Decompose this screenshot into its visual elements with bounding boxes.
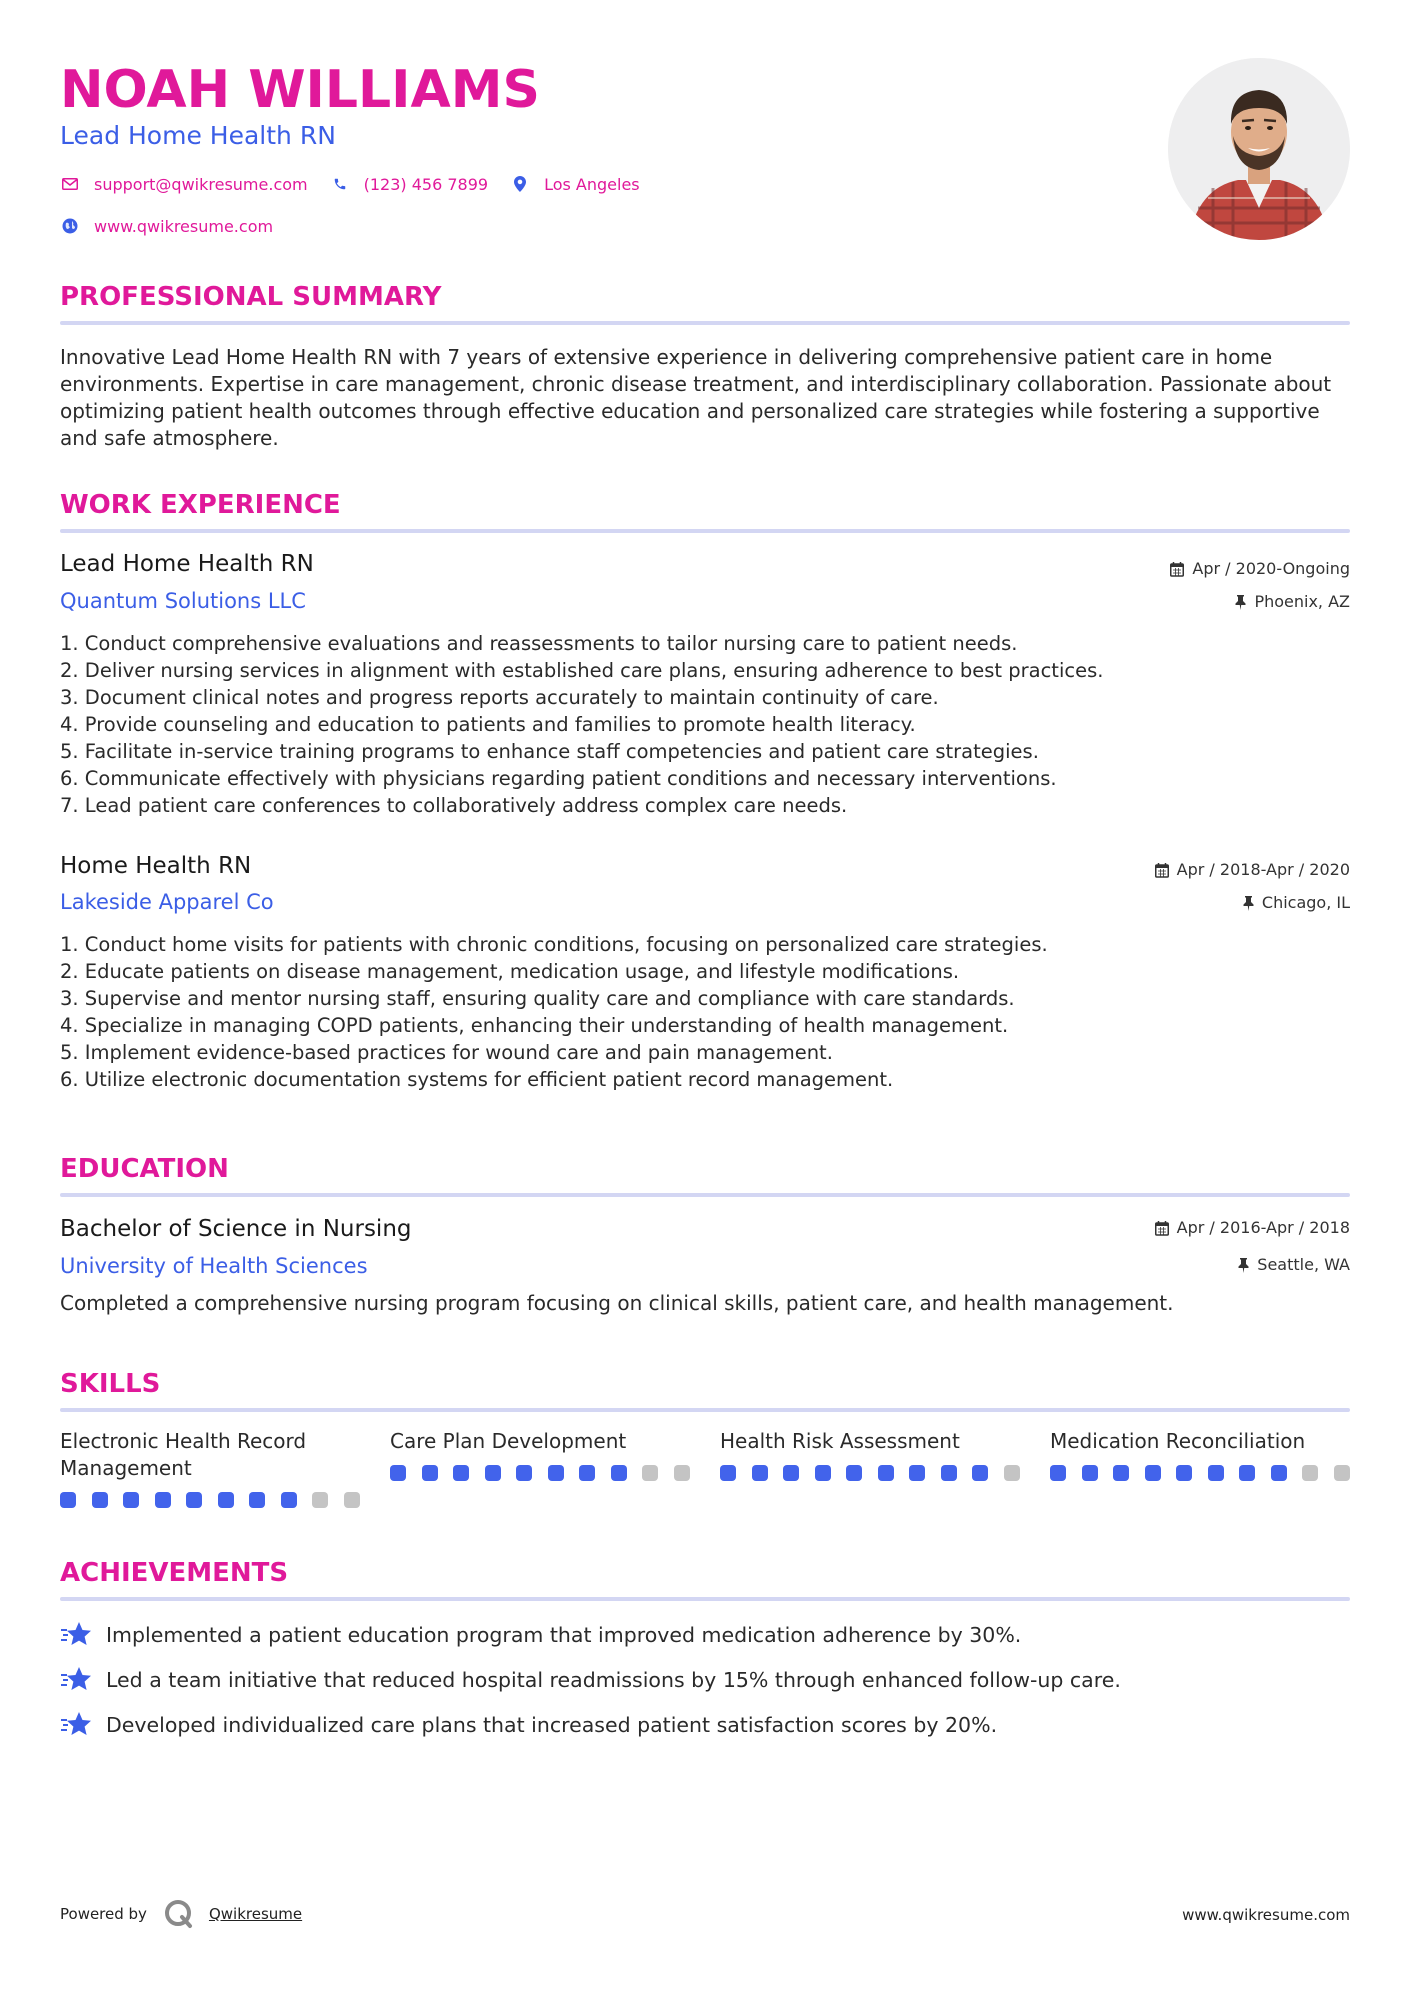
summary-text: Innovative Lead Home Health RN with 7 years of extensive experience in delivering comprehensive patient care in home environments. Expertise in care management, chronic disease treatment, and interdisciplinary collaboration. Passionate about optimizing patient health outcomes through effective education and personalized care strategies while fostering a supportive and safe atmosphere.: [60, 345, 1332, 450]
phone-icon: [330, 177, 350, 191]
list-item: 2. Deliver nursing services in alignment with established care plans, ensuring adherence to best practices.: [60, 659, 1104, 682]
rating-dot-filled: [390, 1465, 406, 1481]
section-divider: [60, 1193, 1350, 1197]
map-pin-icon: [510, 176, 530, 192]
job-title: Lead Home Health RN: [60, 551, 314, 577]
education-dates-text: Apr / 2016-Apr / 2018: [1176, 1218, 1350, 1237]
rating-dot-filled: [422, 1465, 438, 1481]
calendar-icon: [1170, 562, 1184, 577]
pushpin-icon: [1238, 1258, 1249, 1273]
list-item: 2. Educate patients on disease management, medication usage, and lifestyle modifications.: [60, 960, 960, 983]
skill-item: [1050, 1428, 1350, 1481]
rating-dot-filled: [941, 1465, 957, 1481]
rating-dot-filled: [453, 1465, 469, 1481]
rating-dot-filled: [1113, 1465, 1129, 1481]
footer-website[interactable]: www.qwikresume.com: [1182, 1906, 1350, 1924]
pushpin-icon: [1243, 896, 1254, 911]
skill-item: [60, 1428, 360, 1508]
email-link[interactable]: support@qwikresume.com: [94, 174, 308, 194]
rating-dot-filled: [155, 1492, 171, 1508]
rating-dot-filled: [909, 1465, 925, 1481]
list-item: 4. Provide counseling and education to patients and families to promote health literacy.: [60, 713, 916, 736]
rating-dot-filled: [815, 1465, 831, 1481]
rating-dot-filled: [1082, 1465, 1098, 1481]
footer-powered-by: [60, 1898, 302, 1930]
list-item: 7. Lead patient care conferences to collaboratively address complex care needs.: [60, 794, 848, 817]
rating-dot-filled: [878, 1465, 894, 1481]
job-dates-text: Apr / 2018-Apr / 2020: [1176, 860, 1350, 879]
achievements-title: ACHIEVEMENTS: [60, 1558, 289, 1588]
list-item: 3. Supervise and mentor nursing staff, ensuring quality care and compliance with care standards.: [60, 987, 1015, 1010]
list-item: 3. Document clinical notes and progress reports accurately to maintain continuity of care.: [60, 686, 939, 709]
achievement-item: [60, 1665, 1121, 1695]
skills-title: SKILLS: [60, 1369, 161, 1399]
rating-dot-filled: [1239, 1465, 1255, 1481]
rating-dot-filled: [516, 1465, 532, 1481]
rating-dot-filled: [1176, 1465, 1192, 1481]
rating-dot-empty: [1004, 1465, 1020, 1481]
education-title: EDUCATION: [60, 1154, 229, 1184]
phone-number[interactable]: (123) 456 7899: [363, 174, 489, 194]
calendar-icon: [1155, 1221, 1169, 1236]
list-item: 4. Specialize in managing COPD patients, enhancing their understanding of health management.: [60, 1014, 1009, 1037]
rating-dot-filled: [846, 1465, 862, 1481]
skill-name: Electronic Health Record Management: [60, 1429, 307, 1480]
skill-rating: [720, 1465, 1020, 1481]
list-item: 5. Implement evidence-based practices for wound care and pain management.: [60, 1041, 833, 1064]
skill-item: [720, 1428, 1020, 1481]
job-location-text: Chicago, IL: [1261, 893, 1350, 912]
website-link[interactable]: www.qwikresume.com: [94, 216, 274, 236]
rating-dot-filled: [720, 1465, 736, 1481]
skill-name: Medication Reconciliation: [1050, 1429, 1306, 1453]
rating-dot-filled: [1271, 1465, 1287, 1481]
section-divider: [60, 1597, 1350, 1601]
education-dates: [1155, 1218, 1350, 1238]
powered-by-label: Powered by: [60, 1905, 147, 1923]
resume-page: [60, 0, 1350, 1990]
rating-dot-filled: [1145, 1465, 1161, 1481]
list-item: 6. Communicate effectively with physicians regarding patient conditions and necessary interventions.: [60, 767, 1057, 790]
rating-dot-filled: [548, 1465, 564, 1481]
achievement-text: Led a team initiative that reduced hospital readmissions by 15% through enhanced follow-up care.: [106, 1668, 1121, 1692]
education-location: [1238, 1255, 1350, 1275]
rating-dot-filled: [485, 1465, 501, 1481]
rating-dot-empty: [642, 1465, 658, 1481]
rating-dot-filled: [783, 1465, 799, 1481]
qwikresume-link[interactable]: Qwikresume: [208, 1905, 303, 1923]
company-name: Lakeside Apparel Co: [60, 890, 274, 914]
job-location-text: Phoenix, AZ: [1254, 592, 1350, 611]
skill-name: Care Plan Development: [390, 1429, 627, 1453]
section-divider: [60, 1408, 1350, 1412]
star-icon: [60, 1665, 92, 1695]
rating-dot-filled: [123, 1492, 139, 1508]
globe-icon: [60, 218, 80, 234]
section-divider: [60, 321, 1350, 325]
list-item: 1. Conduct comprehensive evaluations and reassessments to tailor nursing care to patient needs.: [60, 632, 1018, 655]
company-name: Quantum Solutions LLC: [60, 589, 306, 613]
rating-dot-filled: [92, 1492, 108, 1508]
rating-dot-filled: [579, 1465, 595, 1481]
job-location: [1235, 592, 1350, 612]
list-item: 6. Utilize electronic documentation systems for efficient patient record management.: [60, 1068, 894, 1091]
envelope-icon: [60, 178, 80, 190]
achievement-text: Implemented a patient education program that improved medication adherence by 30%.: [106, 1623, 1022, 1647]
rating-dot-filled: [1050, 1465, 1066, 1481]
school-name: University of Health Sciences: [60, 1254, 368, 1278]
star-icon: [60, 1620, 92, 1650]
contact-row-2: [60, 214, 295, 238]
skill-rating: [1050, 1465, 1350, 1481]
job-title: Home Health RN: [60, 853, 252, 879]
rating-dot-filled: [972, 1465, 988, 1481]
rating-dot-filled: [611, 1465, 627, 1481]
qwikresume-logo-icon: [163, 1898, 195, 1930]
rating-dot-empty: [674, 1465, 690, 1481]
achievement-item: [60, 1710, 997, 1740]
profile-photo: [1168, 58, 1350, 240]
job-location: [1243, 893, 1350, 913]
list-item: 1. Conduct home visits for patients with chronic conditions, focusing on personalized care strategies.: [60, 933, 1048, 956]
calendar-icon: [1155, 863, 1169, 878]
rating-dot-empty: [1334, 1465, 1350, 1481]
skill-item: [390, 1428, 690, 1481]
rating-dot-filled: [218, 1492, 234, 1508]
rating-dot-filled: [249, 1492, 265, 1508]
skill-name: Health Risk Assessment: [720, 1429, 960, 1453]
job-dates: [1155, 860, 1350, 880]
contact-row-1: [60, 172, 662, 196]
degree-title: Bachelor of Science in Nursing: [60, 1216, 412, 1242]
star-icon: [60, 1710, 92, 1740]
education-location-text: Seattle, WA: [1257, 1255, 1350, 1274]
achievement-text: Developed individualized care plans that increased patient satisfaction scores by 20%.: [106, 1713, 998, 1737]
section-divider: [60, 529, 1350, 533]
rating-dot-filled: [60, 1492, 76, 1508]
rating-dot-empty: [312, 1492, 328, 1508]
rating-dot-empty: [1302, 1465, 1318, 1481]
rating-dot-filled: [186, 1492, 202, 1508]
pushpin-icon: [1235, 595, 1246, 610]
experience-title: WORK EXPERIENCE: [60, 490, 341, 520]
location-text: Los Angeles: [544, 174, 640, 194]
candidate-role: Lead Home Health RN: [60, 121, 336, 150]
rating-dot-filled: [752, 1465, 768, 1481]
achievement-item: [60, 1620, 1021, 1650]
candidate-name: NOAH WILLIAMS: [60, 60, 540, 120]
list-item: 5. Facilitate in-service training programs to enhance staff competencies and patient care strategies.: [60, 740, 1039, 763]
rating-dot-filled: [281, 1492, 297, 1508]
rating-dot-empty: [344, 1492, 360, 1508]
education-description: Completed a comprehensive nursing program focusing on clinical skills, patient care, and health management.: [60, 1291, 1174, 1315]
summary-title: PROFESSIONAL SUMMARY: [60, 282, 442, 312]
skill-rating: [390, 1465, 690, 1481]
rating-dot-filled: [1208, 1465, 1224, 1481]
job-bullets: [60, 931, 1350, 1093]
skill-rating: [60, 1492, 360, 1508]
job-dates: [1170, 559, 1350, 579]
job-dates-text: Apr / 2020-Ongoing: [1192, 559, 1350, 578]
job-bullets: [60, 630, 1350, 819]
